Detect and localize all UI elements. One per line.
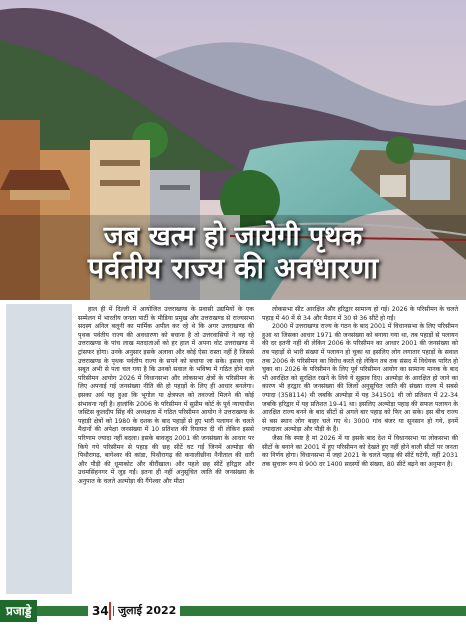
footer-separator [109, 602, 111, 620]
paragraph: हाल ही में दिल्ली में आयोजित उत्तराखण्ड के प्रवासी उद्यमियों के एक सम्मेलन में भारतीय जनता पार्टी के मीडिया प्रमुख और उत्तराखण्ड से राज्यसभा सदस्य अनिल बलूनी का मार्मिक अपील कर रहे थे कि अगर उत्तराखण्ड की पृथक पर्वतीय राज्य की अवधारणा को बचाना है तो उत्तरवासियों ने वह रहे उत्तराखण्ड के पांच लाख मतदाताओं को हर हाल में अपना वोट उत्तराखण्ड में ट्रांसफर होगा। उनके अनुसार इसके अलावा और कोई ऐसा रास्ता नहीं है जिससे उत्तराखण्ड के पृथक पर्वतीय राज्य के सपने को बचाया जा सके। इसका एक सबूत अभी से पता चल गया है कि उनको सवाल के भविष्य में गठित होने वाले परिसीमन आयोग 2026 में विधानसभा और लोकसभा क्षेत्रों के परिसीमन के लिए अपनाई गई जनसंख्या नीति की हो पहाड़ों के लिए ही आधार बनलेगा। इसका अर्थ यह हुआ कि भूगोल या क्षेत्रफल को तवज्जो मिलने की कोई संभावना नहीं है। हालांकि 2006 के परिसीमन में सुप्रीम कोर्ट के पूर्व न्यायाधीश जस्टिस कुलदीप सिंह की अध्यक्षता में गठित परिसीमन आयोग ने उत्तराखण्ड के पहाड़ी क्षेत्रों को 1980 के दशक के बाद पहाड़ों से हुए भारी पलायन के चलते मैदानों की अपेक्षा जनसंख्या में 10 प्रतिशत की रियायत दी थी लेकिन इससे परिणाम ज्यादा नहीं बदला। इसके बावजूद 2001 की जनसंख्या के आधार पर किये गये परिसीमन से पहाड़ की छह सीटें घट गईं जिनमें अल्मोड़ा की पिथौरागढ़, बागेश्वर की कांडा, पिथौरागढ़ की कनालीछीना नैनीताल की धारी और पौड़ी की धूमाकोट और बीरौंखाल। और पहले छह सीटें हरिद्वार और उधमसिंहनगर में जुड़ गईं। इतना ही नहीं अनुसूचित जाति की जनसंख्या के अनुपात के चलते अल्मोड़ा की गैंगेश्वर और मीठा [78, 306, 254, 485]
page-number: 34 [88, 600, 113, 622]
page-footer [0, 598, 466, 624]
margin-strip [6, 304, 72, 594]
footer-bar [0, 606, 466, 616]
article-column-1 [78, 306, 254, 486]
headline-line-1: जब खत्म हो जायेगी पृथक [103, 221, 363, 252]
paragraph: लोकसभा सीट आरक्षित और हरिद्वार सामान्य हो गई। 2026 के परिसीमन के चलते पहाड़ में 40 में से 34 और मैदान में 30 से 36 सीटें हो गईं। [262, 306, 458, 322]
magazine-logo: प्रजाड्डे [0, 600, 37, 622]
issue-date: जुलाई 2022 [114, 600, 180, 622]
paragraph: जैसा कि स्पष्ट है मां 2026 में या इसके बाद देश में विधानसभा या लोकसभा की सीटों के बनाने का 2001 में हुए परिसीमन को देखते हुए नहीं होने वाली सीटों पर जनता का निर्णय होगा। विधानसभा में जहां 2021 के चलते पहाड़ की सीटें घटेंगी, वहीं 2031 तक सुचारू रूप से 900 दर 1400 सदस्यों की संख्या, 80 सीटें बढ़ने का अनुमान है। [262, 434, 458, 468]
headline-line-2: पर्वतीय राज्य की अवधारणा [87, 251, 379, 286]
article-headline [0, 222, 466, 285]
paragraph: 2000 में उत्तराखण्ड राज्य के गठन के बाद 2001 में विधानसभा के लिए परिसीमन हुआ था जिसका आधार 1971 की जनसंख्या को बनाया गया था, तब पहाड़ों से पलायन की दर इतनी नहीं थी लेकिन 2006 के परिसीमन का आधार 2001 की जनसंख्या को तब पहाड़ों से भारी संख्या में पलायन हो चुका था इसलिए लोग लगातार पहाड़ों के सवाल तक 2006 के परिसीमन का विरोध करते रहे लेकिन तब तक संसद में विधेयक पारित हो चुका था। 2026 के परिसीमन के लिए पूर्व परिसीमन आयोग का सामान्य मानक के बाद भी आरक्षित को सुरक्षित रखने के लिये ये सुझाव दिए। अल्मोड़ा के आरक्षित हो जाने का कारण भी हरद्वार की जनसंख्या की जिलों अनुसूचित जाति की संख्या राज्य में सबसे ज्यादा (358114) थी जबकि अल्मोड़ा में यह 341501 थी जो प्रतिशत में 22-34 जबकि हरिद्वार में यह प्रतिशत 19-41 था। इसलिए अल्मोड़ा पहाड़ की सफल पलायन के आरक्षित राज्य बनने के बाद सीटों से अगले बार पहाड़ को फिर आ सके। इस बीच राज्य से बस स्थान लोग बाहर चले गए थे। 3000 गांव बंजर या सूनसान हो गये, इनमें ज्यादातर अल्मोड़ा और पौड़ी के हैं। [262, 323, 458, 434]
article-column-2 [262, 306, 458, 469]
article-body [6, 304, 460, 594]
